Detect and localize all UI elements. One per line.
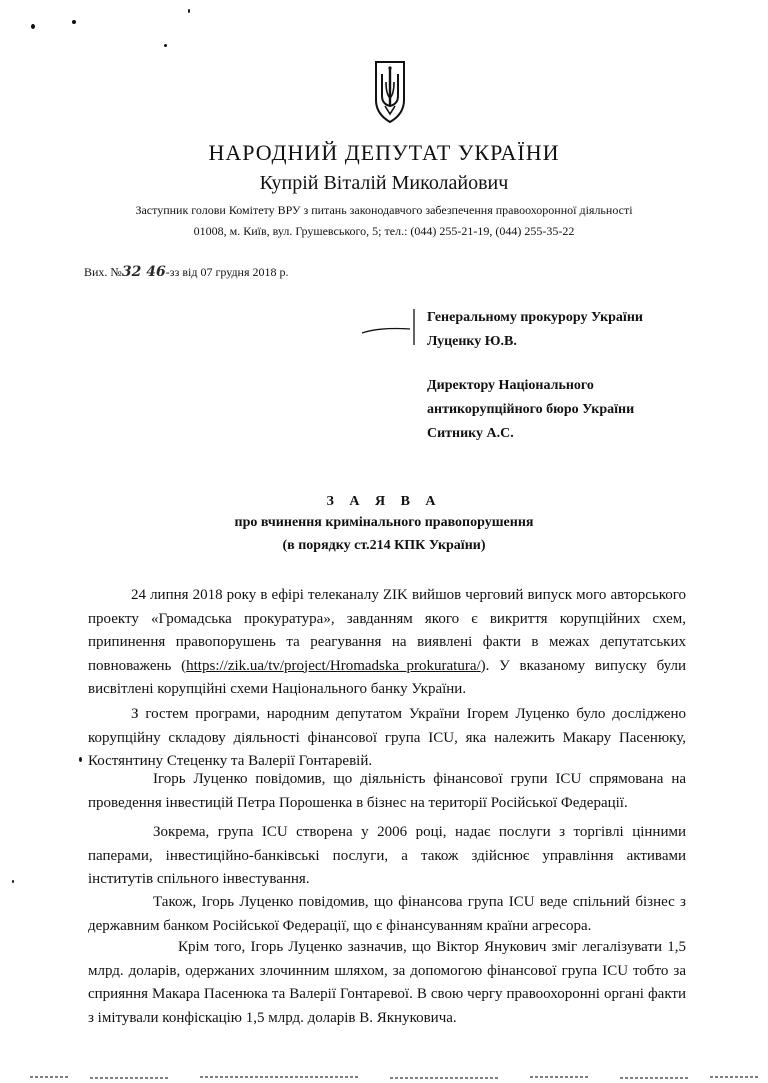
outgoing-number	[84, 264, 289, 280]
outgoing-suffix: -зз від 07 грудня 2018 р.	[165, 265, 289, 279]
document-subtitle: про вчинення кримінального правопорушення	[234, 515, 534, 530]
scan-speck	[79, 757, 82, 762]
outgoing-handwritten-number: 32 46	[121, 264, 166, 280]
body-paragraph: З гостем програми, народним депутатом України Ігорем Луценко було досліджено корупційну складову діяльності фінансової група ICU, яка належить Макару Пасенюку, Костянтину Стеценку та Валерії Гонтаревій.	[88, 706, 686, 769]
scan-speck	[12, 880, 14, 883]
body-paragraph: Ігорь Луценко повідомив, що діяльність фінансової групи ICU спрямована на проведення інвестицій Петра Порошенка в бізнес на території Російської Федерації.	[88, 771, 686, 811]
scan-speck	[31, 24, 35, 29]
recipient-bracket-mark	[360, 305, 420, 350]
recipient-prosecutor	[427, 306, 643, 354]
document-title: З А Я В А	[326, 494, 442, 509]
deputy-position: Заступник голови Комітету ВРУ з питань законодавчого забезпечення правоохоронної діяльності	[135, 203, 633, 217]
recipient-line: Ситнику А.С.	[427, 426, 514, 441]
body-paragraph: Крім того, Ігорь Луценко зазначив, що Віктор Янукович зміг легалізувати 1,5 млрд. доларів, одержаних злочинним шляхом, за допомогою фінансової група ICU тобто за сприяння Макара Пасенюка та Валерії Гонтаревої. В свою чергу правоохоронні органі факти з імітували конфіскацію 1,5 млрд. доларів В. Якнуковича.	[88, 939, 686, 1026]
deputy-name: Купрій Віталій Миколайович	[259, 172, 509, 194]
recipient-nabu	[427, 374, 634, 446]
header-title: НАРОДНИЙ ДЕПУТАТ УКРАЇНИ	[208, 140, 560, 165]
scan-speck	[72, 20, 76, 24]
recipient-line: Луценку Ю.В.	[427, 334, 517, 349]
recipient-line: Генеральному прокурору України	[427, 310, 643, 325]
body-paragraph: Також, Ігорь Луценко повідомив, що фінансова група ICU веде спільний бізнес з державним банком Російської Федерації, що є фінансуванням країни агресора.	[88, 894, 686, 934]
body-paragraph: Зокрема, група ICU створена у 2006 році, надає послуги з торгівлі цінними паперами, інвестиційно-банківські послуги, а також здійснює управління активами інститутів спільного інвестування.	[88, 824, 686, 887]
body-paragraph	[88, 584, 686, 702]
outgoing-prefix: Вих. №	[84, 265, 122, 279]
deputy-address: 01008, м. Київ, вул. Грушевського, 5; тел.: (044) 255-21-19, (044) 255-35-22	[193, 224, 575, 238]
scan-speck	[164, 44, 167, 47]
project-link[interactable]: https://zik.ua/tv/project/Hromadska_prokuratura/	[186, 657, 481, 674]
paragraph-text: 24 липня 2018 року в ефірі телеканалу ZIK вийшов черговий випуск мого авторського проекту «Громадська прокуратура», завданням якого є викриття корупційних схем, припинення правопорушень та реагування на виявлені факти в межах депутатських повноважень (	[88, 587, 686, 674]
scan-speck	[188, 9, 190, 13]
scan-edge-noise	[30, 1074, 760, 1080]
trident-coat-of-arms-icon	[373, 60, 407, 124]
recipient-line: Директору Національного	[427, 378, 594, 393]
document-subtitle: (в порядку ст.214 КПК України)	[282, 538, 486, 553]
recipient-line: антикорупційного бюро України	[427, 402, 635, 417]
paragraph-text: ). У вказаному випуску були висвітлені корупційні схеми Національного банку України.	[88, 657, 686, 697]
